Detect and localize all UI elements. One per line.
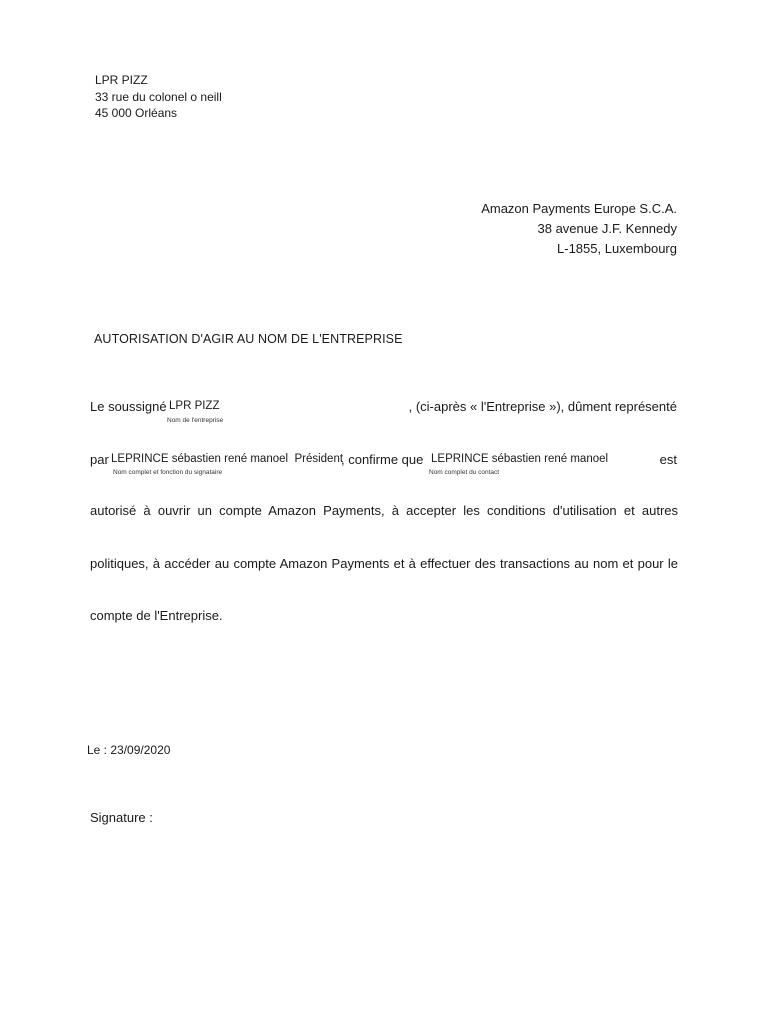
recipient-city: L-1855, Luxembourg — [557, 241, 677, 256]
paragraph-line-3: autorisé à ouvrir un compte Amazon Payments, à accepter les conditions d'utilisation et autres — [90, 503, 678, 518]
signatory-field: LEPRINCE sébastien rené manoel Président — [111, 453, 344, 465]
sender-name: LPR PIZZ — [95, 73, 148, 87]
date-line — [87, 743, 170, 757]
recipient-address — [481, 199, 677, 259]
line2-prefix: par — [90, 452, 109, 467]
company-name-field: LPR PIZZ — [169, 400, 220, 412]
company-name-caption: Nom de l'entreprise — [167, 417, 224, 424]
recipient-name: Amazon Payments Europe S.C.A. — [481, 201, 677, 216]
signatory-caption: Nom complet et fonction du signataire — [113, 469, 223, 476]
contact-name-caption: Nom complet du contact — [429, 469, 500, 476]
document-title: AUTORISATION D'AGIR AU NOM DE L'ENTREPRISE — [94, 332, 403, 346]
date-value: 23/09/2020 — [110, 743, 171, 757]
sender-city: 45 000 Orléans — [95, 106, 178, 120]
recipient-street: 38 avenue J.F. Kennedy — [537, 221, 677, 236]
line2-suffix: est — [659, 452, 677, 467]
line2-middle: , confirme que — [341, 452, 424, 467]
sender-street: 33 rue du colonel o neill — [95, 89, 222, 104]
line1-prefix: Le soussigné — [90, 399, 167, 414]
signature-label: Signature : — [90, 810, 153, 825]
date-label: Le : — [87, 743, 108, 757]
paragraph-line-4: politiques, à accéder au compte Amazon Payments et à effectuer des transactions au nom et pour le — [90, 556, 678, 571]
contact-name-field: LEPRINCE sébastien rené manoel — [431, 453, 609, 465]
sender-address — [95, 72, 222, 122]
line1-suffix: , (ci-après « l'Entreprise »), dûment représenté — [408, 399, 677, 414]
paragraph-line-5: compte de l'Entreprise. — [90, 608, 223, 623]
